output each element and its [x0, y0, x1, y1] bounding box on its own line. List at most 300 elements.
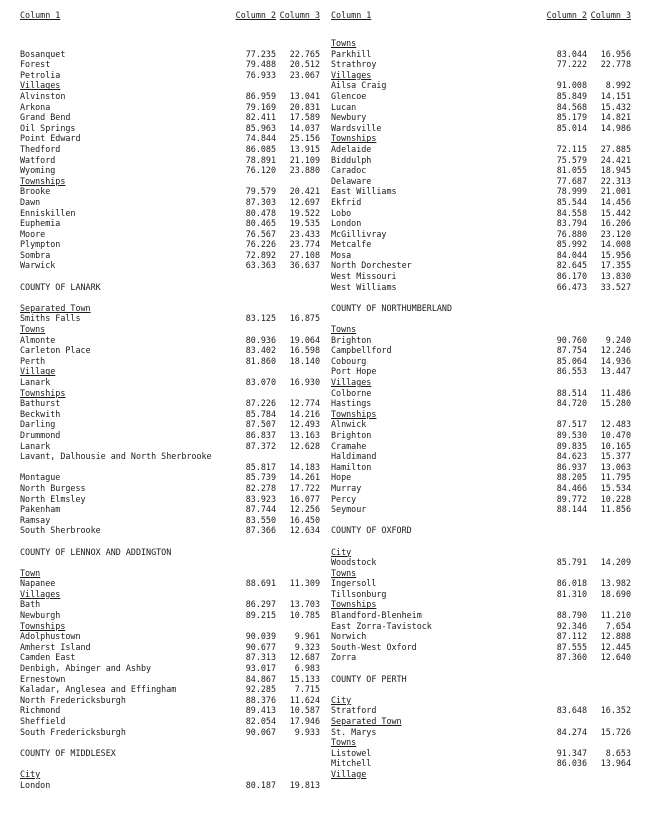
- column-3-value: 14.216: [289, 408, 320, 419]
- place-name: Beckwith: [20, 408, 61, 419]
- column-2-value: 85.963: [245, 122, 276, 133]
- table-row: [331, 165, 631, 176]
- place-name: Ingersoll: [331, 578, 377, 589]
- section-heading: [20, 303, 320, 314]
- place-name: Thedford: [20, 143, 61, 154]
- column-3-value: 15.133: [289, 673, 320, 684]
- table-row: [20, 441, 320, 452]
- heading-label: COUNTY OF LENNOX AND ADDINGTON: [20, 546, 172, 557]
- column-3-value: 12.697: [289, 196, 320, 207]
- heading-label: Village: [331, 768, 367, 779]
- table-row: [331, 335, 631, 346]
- table-row: [20, 70, 320, 81]
- column-2-value: 83.648: [556, 705, 587, 716]
- place-name: Pakenham: [20, 504, 61, 515]
- table-row: [331, 462, 631, 473]
- place-name: Drummond: [20, 429, 61, 440]
- table-row: [20, 208, 320, 219]
- table-row: [20, 409, 320, 420]
- column-3-value: 8.653: [605, 747, 631, 758]
- table-row: [331, 748, 631, 759]
- column-3-value: 14.037: [289, 122, 320, 133]
- table-row: [331, 239, 631, 250]
- column-3-value: 22.765: [289, 48, 320, 59]
- heading-label: City: [20, 768, 41, 779]
- place-name: Lobo: [331, 207, 352, 218]
- column-2-value: 76.226: [245, 239, 276, 250]
- heading-label: Towns: [331, 324, 357, 335]
- column-2-value: 86.170: [556, 271, 587, 282]
- place-name: East Williams: [331, 186, 397, 197]
- column-3-value: 10.785: [289, 610, 320, 621]
- column-2-value: 82.278: [245, 482, 276, 493]
- column-3-value: 22.313: [600, 175, 631, 186]
- table-row: [331, 59, 631, 70]
- table-row: [331, 472, 631, 483]
- column-2-value: 86.036: [556, 758, 587, 769]
- column-3-value: 14.151: [600, 90, 631, 101]
- place-name: Hastings: [331, 398, 372, 409]
- column-2-value: 90.677: [245, 641, 276, 652]
- table-row: [331, 356, 631, 367]
- place-name: Alvinston: [20, 90, 66, 101]
- column-3-value: 14.456: [600, 196, 631, 207]
- table-row: [20, 133, 320, 144]
- column-3-value: 23.433: [289, 228, 320, 239]
- column-2-value: 77.235: [245, 48, 276, 59]
- heading-label: Towns: [331, 567, 357, 578]
- column-3-value: 23.120: [600, 228, 631, 239]
- column-3-value: 12.774: [289, 398, 320, 409]
- table-row: [20, 144, 320, 155]
- column-2-value: 86.085: [245, 143, 276, 154]
- column-2-value: 86.553: [556, 366, 587, 377]
- heading-label: Townships: [331, 599, 377, 610]
- spacer: [20, 271, 320, 282]
- section-heading: [20, 176, 320, 187]
- table-row: [331, 102, 631, 113]
- column-3-value: 23.880: [289, 165, 320, 176]
- column-3-value: 14.821: [600, 112, 631, 123]
- column-2-value: 81.860: [245, 355, 276, 366]
- section-heading: [331, 324, 631, 335]
- table-row: [331, 430, 631, 441]
- table-row: [20, 695, 320, 706]
- column-3-value: 10.228: [600, 493, 631, 504]
- place-name: Darling: [20, 419, 56, 430]
- column-3-value: 11.486: [600, 387, 631, 398]
- table-row: [331, 557, 631, 568]
- column-2-value: 87.555: [556, 641, 587, 652]
- place-name: Adolphustown: [20, 631, 81, 642]
- column-2-value: 93.017: [245, 663, 276, 674]
- column-2-value: 87.744: [245, 504, 276, 515]
- place-name: Grand Bend: [20, 112, 71, 123]
- table-row: [20, 684, 320, 695]
- place-name: West Williams: [331, 281, 397, 292]
- column-3-value: 12.640: [600, 652, 631, 663]
- table-row: [331, 144, 631, 155]
- place-name: McGillivray: [331, 228, 387, 239]
- place-name: Blandford-Blenheim: [331, 610, 422, 621]
- column-3-value: 13.915: [289, 143, 320, 154]
- column-2-value: 84.568: [556, 101, 587, 112]
- place-name: Perth: [20, 355, 46, 366]
- section-heading: [331, 38, 631, 49]
- table-row: [331, 589, 631, 600]
- table-row: [331, 282, 631, 293]
- column-3-value: 13.982: [600, 578, 631, 589]
- column-3-value: 16.352: [600, 705, 631, 716]
- heading-label: Townships: [331, 408, 377, 419]
- table-row: [20, 663, 320, 674]
- section-heading: [20, 769, 320, 780]
- table-row: [20, 186, 320, 197]
- column-2-value: 85.784: [245, 408, 276, 419]
- column-3-value: 19.535: [289, 218, 320, 229]
- place-name: Sombra: [20, 249, 51, 260]
- spacer: [331, 313, 631, 324]
- column-2-value: 78.999: [556, 186, 587, 197]
- heading-label: Villages: [331, 377, 372, 387]
- place-name: Oil Springs: [20, 122, 76, 133]
- table-row: [20, 49, 320, 60]
- column-2-value: 87.303: [245, 196, 276, 207]
- column-2-value: 87.366: [245, 525, 276, 536]
- column-3-value: 20.421: [289, 186, 320, 197]
- place-name: Ernestown: [20, 673, 66, 684]
- column-3-value: 33.527: [600, 281, 631, 292]
- column-3-value: 23.774: [289, 239, 320, 250]
- section-heading: [331, 377, 631, 388]
- column-3-value: 13.830: [600, 271, 631, 282]
- column-3-value: 20.512: [289, 59, 320, 70]
- table-row: [331, 229, 631, 240]
- table-row: [20, 356, 320, 367]
- place-name: Euphemia: [20, 218, 61, 229]
- table-row: [20, 451, 320, 462]
- column-3-value: 14.008: [600, 239, 631, 250]
- column-3-value: 14.209: [600, 557, 631, 568]
- table-row: [20, 610, 320, 621]
- spacer: [20, 758, 320, 769]
- place-name: Bosanquet: [20, 48, 66, 59]
- section-heading: [331, 695, 631, 706]
- column-2-value: 74.844: [245, 133, 276, 144]
- column-3-value: 16.598: [289, 345, 320, 356]
- table-row: [20, 102, 320, 113]
- spacer: [20, 536, 320, 547]
- place-name: Norwich: [331, 631, 367, 642]
- column-2-value: 89.772: [556, 493, 587, 504]
- column-3-value: 15.432: [600, 101, 631, 112]
- column-2-value: 85.992: [556, 239, 587, 250]
- table-row: [331, 155, 631, 166]
- spacer: [331, 515, 631, 526]
- column-3-value: 12.628: [289, 440, 320, 451]
- place-name: Cobourg: [331, 355, 367, 366]
- column-3-value: 9.961: [294, 631, 320, 642]
- column-2-value: 85.014: [556, 122, 587, 133]
- column-3-value: 15.442: [600, 207, 631, 218]
- section-heading: [20, 621, 320, 632]
- column-3-value: 12.445: [600, 641, 631, 652]
- place-name: Arkona: [20, 101, 51, 112]
- column-3-value: 16.450: [289, 514, 320, 525]
- column-header-2: Column 2: [546, 10, 587, 20]
- table-row: [331, 494, 631, 505]
- column-3-value: 19.522: [289, 207, 320, 218]
- table-row: [20, 462, 320, 473]
- column-2-value: 87.517: [556, 419, 587, 430]
- column-3-value: 24.421: [600, 154, 631, 165]
- table-row: [20, 59, 320, 70]
- column-3-value: 15.956: [600, 249, 631, 260]
- place-name: Hope: [331, 472, 352, 483]
- section-heading: [331, 769, 631, 780]
- place-name: Zorra: [331, 652, 357, 663]
- column-3-value: 12.256: [289, 504, 320, 515]
- column-2-value: 83.402: [245, 345, 276, 356]
- column-3-value: 11.624: [289, 694, 320, 705]
- column-3-value: 17.355: [600, 260, 631, 271]
- place-name: North Dorchester: [331, 260, 412, 271]
- table-row: [20, 430, 320, 441]
- table-row: [20, 472, 320, 483]
- county-heading: [331, 303, 631, 314]
- column-2-value: 79.579: [245, 186, 276, 197]
- heading-label: Towns: [20, 324, 46, 335]
- place-name: Enniskillen: [20, 207, 76, 218]
- table-header: [20, 10, 320, 38]
- section-heading: [331, 409, 631, 420]
- column-3-value: 16.206: [600, 218, 631, 229]
- table-row: [20, 345, 320, 356]
- column-3-value: 17.722: [289, 482, 320, 493]
- table-row: [20, 419, 320, 430]
- column-3-value: 12.246: [600, 345, 631, 356]
- column-2-value: 88.514: [556, 387, 587, 398]
- table-row: [20, 250, 320, 261]
- column-2-value: 90.039: [245, 631, 276, 642]
- section-heading: [20, 568, 320, 579]
- table-row: [331, 176, 631, 187]
- column-2-value: 87.372: [245, 440, 276, 451]
- column-2-value: 87.754: [556, 345, 587, 356]
- table-row: [331, 578, 631, 589]
- column-3-value: 13.447: [600, 366, 631, 377]
- table-row: [331, 631, 631, 642]
- table-row: [331, 218, 631, 229]
- place-name: Dawn: [20, 196, 41, 207]
- column-2-value: 78.891: [245, 154, 276, 165]
- place-name: Warwick: [20, 260, 56, 271]
- place-name: South Sherbrooke: [20, 525, 101, 536]
- column-2-value: 84.623: [556, 451, 587, 462]
- column-3-value: 16.930: [289, 377, 320, 387]
- place-name: South Fredericksburgh: [20, 726, 126, 737]
- table-row: [20, 642, 320, 653]
- column-2-value: 87.226: [245, 398, 276, 409]
- column-3-value: 18.945: [600, 165, 631, 176]
- section-heading: [331, 70, 631, 81]
- place-name: Mitchell: [331, 758, 372, 769]
- column-2-value: 87.313: [245, 652, 276, 663]
- table-row: [331, 642, 631, 653]
- column-2-value: 89.215: [245, 610, 276, 621]
- place-name: Ailsa Craig: [331, 80, 387, 91]
- table-row: [20, 165, 320, 176]
- column-2-value: 86.937: [556, 461, 587, 472]
- column-3-value: 16.875: [289, 313, 320, 324]
- column-2-value: 88.205: [556, 472, 587, 483]
- column-2-value: 91.008: [556, 80, 587, 91]
- heading-label: Villages: [331, 69, 372, 80]
- place-name: Bathurst: [20, 398, 61, 409]
- table-row: [331, 758, 631, 769]
- column-2-value: 83.070: [245, 377, 276, 387]
- table-row: [331, 398, 631, 409]
- column-3-value: 14.936: [600, 355, 631, 366]
- column-3-value: 9.933: [294, 726, 320, 737]
- column-3-value: 18.690: [600, 588, 631, 599]
- column-2-value: 84.466: [556, 482, 587, 493]
- column-2-value: 85.817: [245, 461, 276, 472]
- section-heading: [20, 388, 320, 399]
- table-row: [331, 441, 631, 452]
- place-name: North Elmsley: [20, 493, 86, 504]
- section-heading: [331, 133, 631, 144]
- place-name: Bath: [20, 599, 41, 610]
- column-3-value: 13.063: [600, 461, 631, 472]
- column-2-value: 85.739: [245, 472, 276, 483]
- heading-label: COUNTY OF OXFORD: [331, 525, 412, 536]
- table-row: [20, 398, 320, 409]
- county-heading: [331, 674, 631, 685]
- column-2-value: 92.285: [245, 684, 276, 695]
- column-3-value: 15.534: [600, 482, 631, 493]
- section-heading: [331, 716, 631, 727]
- heading-label: Townships: [331, 133, 377, 144]
- place-name: Campbellford: [331, 345, 392, 356]
- column-3-value: 7.654: [605, 620, 631, 631]
- spacer: [331, 684, 631, 695]
- place-name: Parkhill: [331, 48, 372, 59]
- place-name: Port Hope: [331, 366, 377, 377]
- place-name: Brooke: [20, 186, 51, 197]
- table-row: [331, 483, 631, 494]
- column-2-value: 80.187: [245, 779, 276, 790]
- column-3-value: 13.163: [289, 429, 320, 440]
- table-row: [20, 112, 320, 123]
- place-name: Glencoe: [331, 90, 367, 101]
- county-heading: [20, 748, 320, 759]
- place-name: Tillsonburg: [331, 588, 387, 599]
- column-2-value: 80.465: [245, 218, 276, 229]
- place-name: Lanark: [20, 377, 51, 387]
- column-3-value: 14.986: [600, 122, 631, 133]
- heading-label: Towns: [331, 38, 357, 48]
- place-name: Petrolia: [20, 69, 61, 80]
- column-3-value: 17.946: [289, 716, 320, 726]
- table-row: [20, 578, 320, 589]
- column-2-value: 87.507: [245, 419, 276, 430]
- table-row: [331, 366, 631, 377]
- column-header-2: Column 2: [235, 10, 276, 20]
- column-3-value: 10.587: [289, 705, 320, 716]
- column-3-value: 36.637: [289, 260, 320, 271]
- column-3-value: 11.309: [289, 578, 320, 589]
- column-2-value: 88.144: [556, 504, 587, 515]
- place-name: Smiths Falls: [20, 313, 81, 324]
- column-3-value: 25.156: [289, 133, 320, 144]
- column-header-1: Column 1: [20, 10, 61, 20]
- column-3-value: 8.992: [605, 80, 631, 91]
- column-3-value: 11.210: [600, 610, 631, 621]
- column-3-value: 19.813: [289, 779, 320, 790]
- column-3-value: 6.983: [294, 663, 320, 674]
- table-row: [331, 208, 631, 219]
- column-2-value: 76.880: [556, 228, 587, 239]
- column-3-value: 16.077: [289, 493, 320, 504]
- place-name: North Burgess: [20, 482, 86, 493]
- place-name: South-West Oxford: [331, 641, 417, 652]
- table-row: [20, 197, 320, 208]
- table-row: [20, 229, 320, 240]
- section-heading: [331, 547, 631, 558]
- column-3-value: 27.885: [600, 143, 631, 154]
- place-name: Brighton: [331, 429, 372, 440]
- heading-label: Townships: [20, 387, 66, 398]
- place-name: Murray: [331, 482, 362, 493]
- column-3-value: 22.778: [600, 59, 631, 70]
- column-2-value: 66.473: [556, 281, 587, 292]
- heading-label: Villages: [20, 588, 61, 599]
- column-2-value: 85.179: [556, 112, 587, 123]
- table-row: [331, 345, 631, 356]
- table-row: [331, 621, 631, 632]
- place-name: Wardsville: [331, 122, 382, 133]
- column-2-value: 83.044: [556, 48, 587, 59]
- place-name: Kaladar, Anglesea and Effingham: [20, 684, 177, 695]
- table-row: [20, 123, 320, 134]
- spacer: [20, 38, 320, 49]
- county-heading: [20, 547, 320, 558]
- place-name: West Missouri: [331, 271, 397, 282]
- place-name: Almonte: [20, 334, 56, 345]
- column-2-value: 85.544: [556, 196, 587, 207]
- column-3-value: 14.261: [289, 472, 320, 483]
- place-name: London: [331, 218, 362, 229]
- column-2-value: 84.558: [556, 207, 587, 218]
- table-row: [20, 727, 320, 738]
- column-2-value: 76.567: [245, 228, 276, 239]
- table-row: [331, 451, 631, 462]
- table-row: [331, 419, 631, 430]
- table-row: [20, 494, 320, 505]
- place-name: Moore: [20, 228, 46, 239]
- table-row: [331, 388, 631, 399]
- place-name: Sheffield: [20, 716, 66, 726]
- table-header: [331, 10, 631, 38]
- place-name: North Fredericksburgh: [20, 694, 126, 705]
- column-2-value: 81.310: [556, 588, 587, 599]
- column-3-value: 13.703: [289, 599, 320, 610]
- column-2-value: 84.044: [556, 249, 587, 260]
- table-row: [20, 674, 320, 685]
- column-2-value: 86.297: [245, 599, 276, 610]
- column-2-value: 88.376: [245, 694, 276, 705]
